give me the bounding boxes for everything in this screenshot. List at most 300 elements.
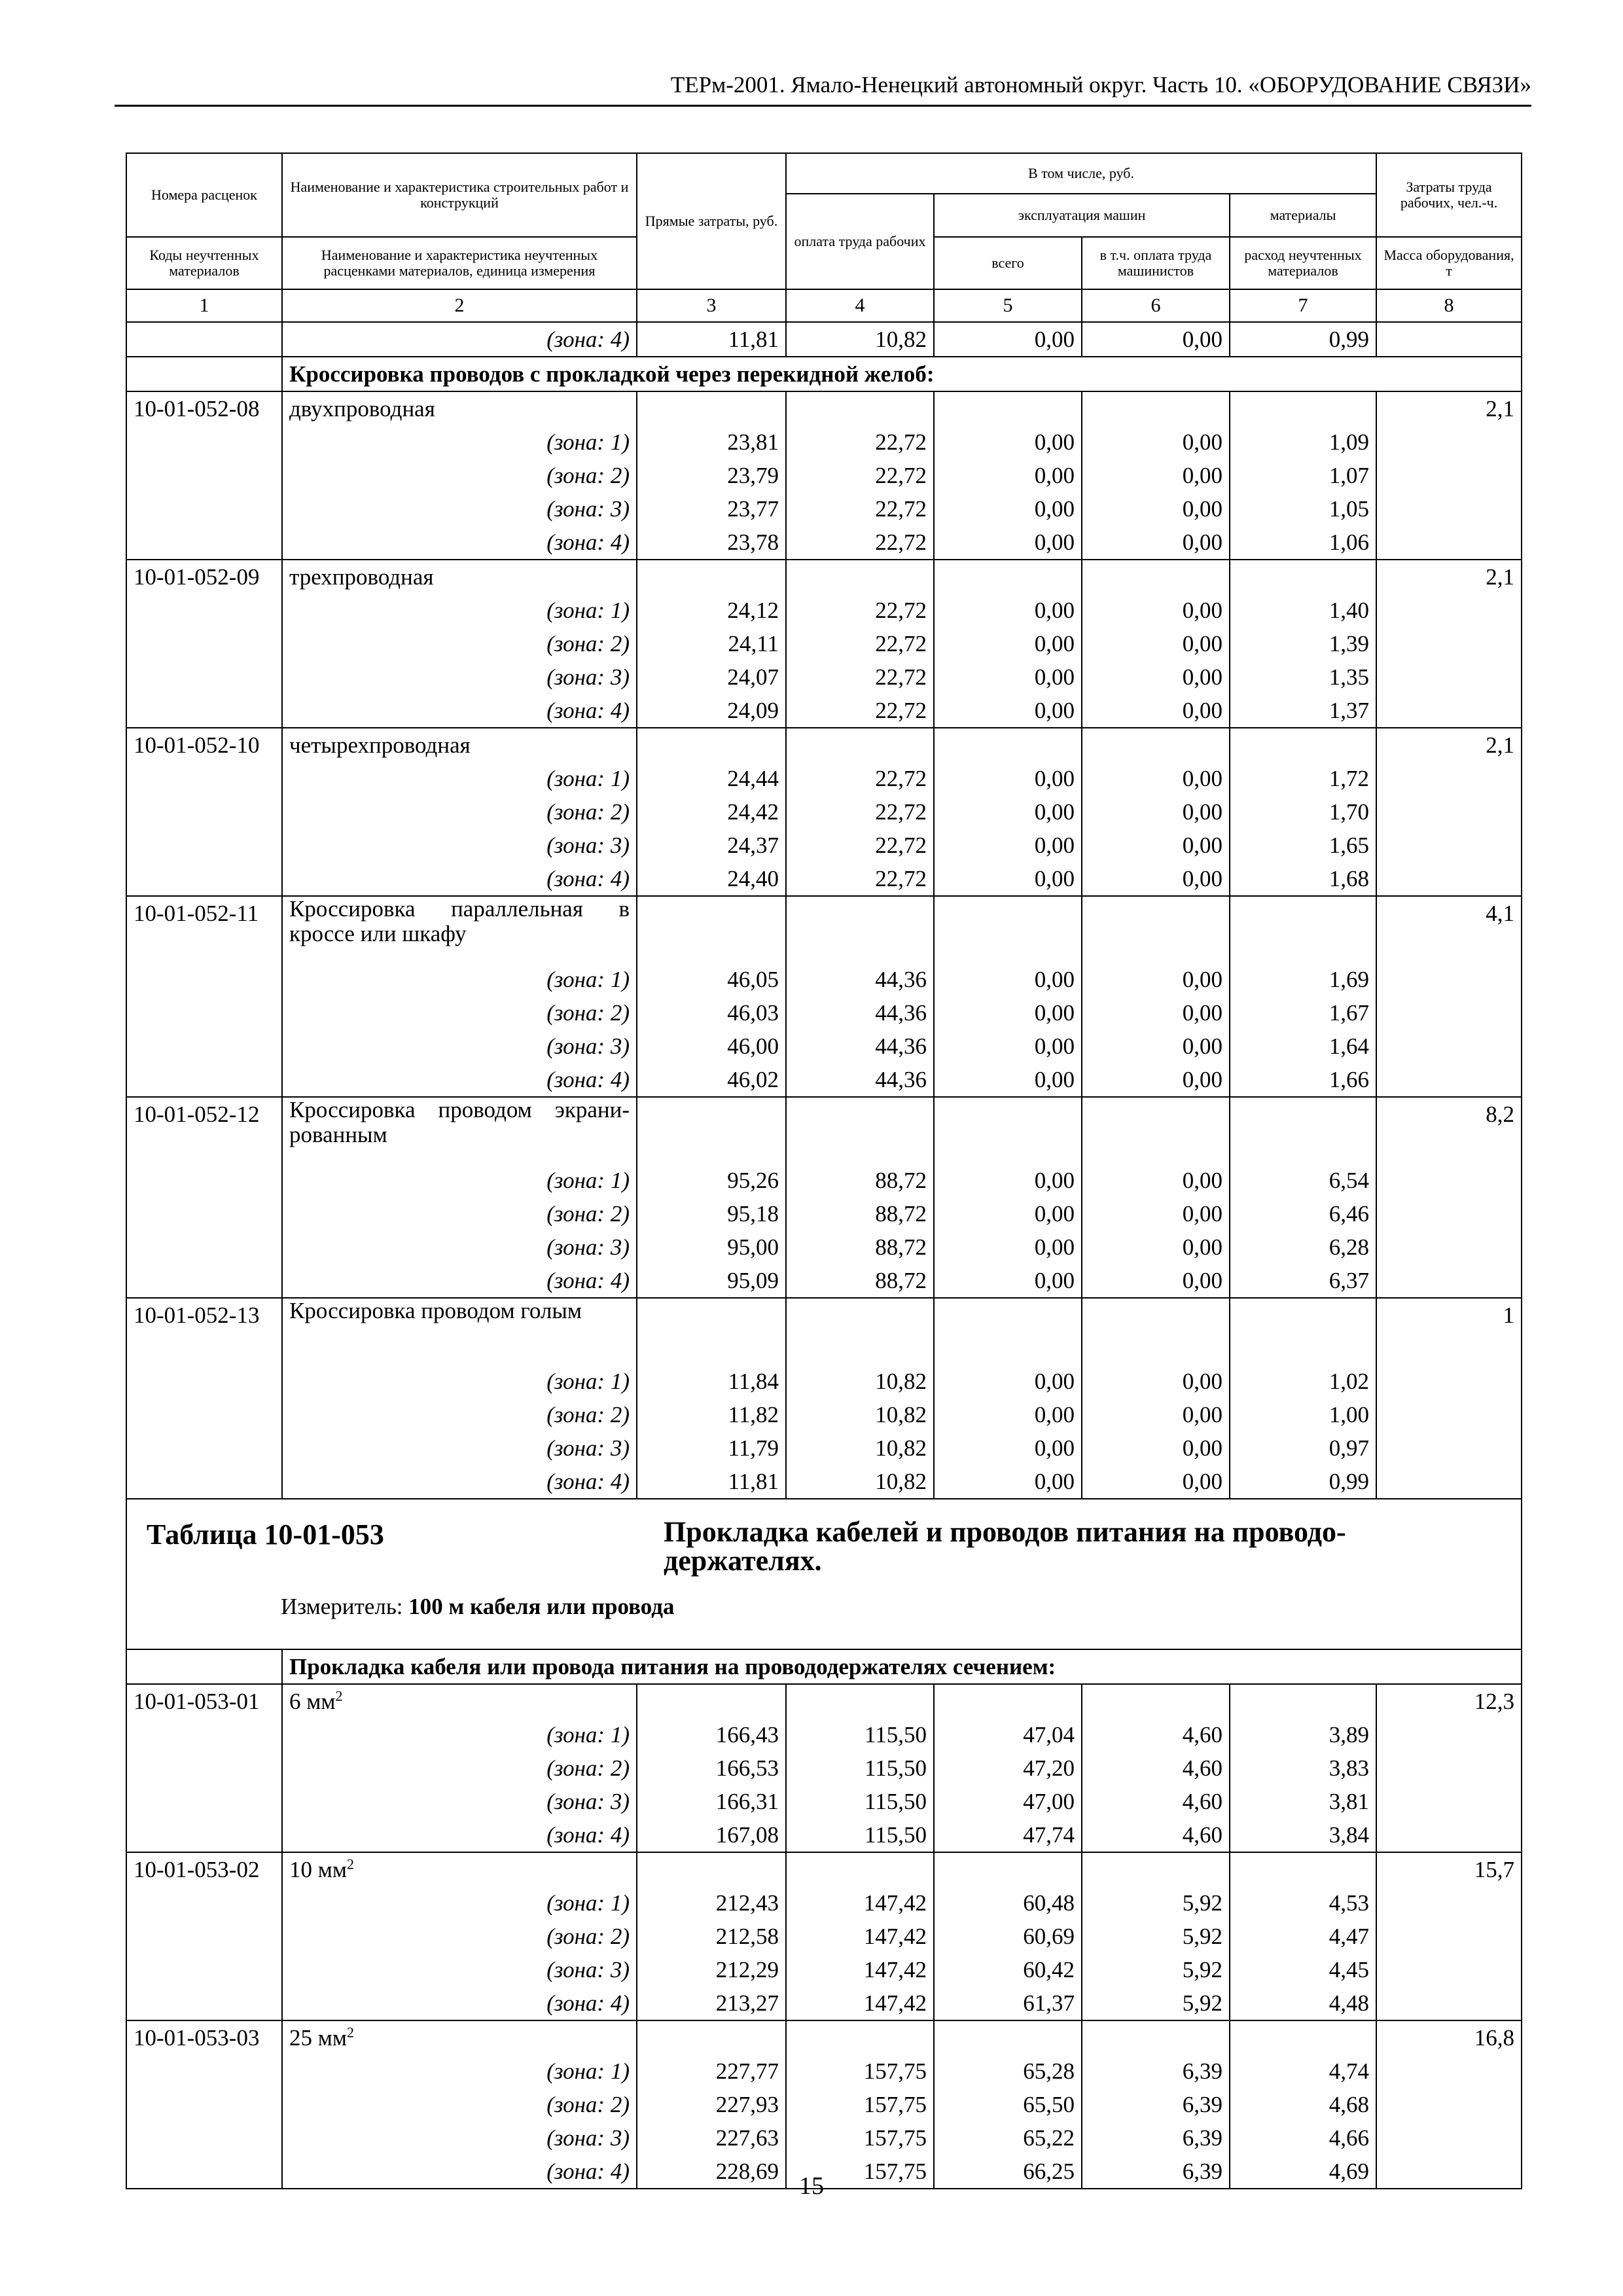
empty-cell: [786, 728, 934, 762]
empty-cell: [126, 594, 282, 627]
machines-wages: 0,00: [1082, 795, 1230, 829]
rate-code: 10-01-052-09: [126, 560, 282, 594]
empty-cell: [637, 2020, 786, 2054]
materials: 1,39: [1230, 627, 1376, 660]
wages: 88,72: [786, 1164, 934, 1197]
zone-label: (зона: 1): [282, 1886, 637, 1920]
empty-cell: [126, 1751, 282, 1785]
machines-wages: 0,00: [1082, 963, 1230, 996]
rate-row: [126, 896, 1522, 963]
machines-total: 65,22: [934, 2121, 1082, 2155]
empty-cell: [637, 1097, 786, 1164]
zone-row: [126, 492, 1522, 526]
empty-cell: [934, 391, 1082, 425]
rate-name-text: четырехпроводная: [289, 732, 471, 758]
rate-row: [126, 1298, 1522, 1365]
wages: 22,72: [786, 694, 934, 728]
materials: 3,81: [1230, 1785, 1376, 1818]
empty-cell: [1230, 1298, 1376, 1365]
empty-cell: [934, 896, 1082, 963]
wages: 157,75: [786, 2088, 934, 2121]
direct-cost: 228,69: [637, 2155, 786, 2189]
empty-cell: [126, 1264, 282, 1298]
wages: 115,50: [786, 1718, 934, 1751]
empty-cell: [1230, 2020, 1376, 2054]
machines-total: 66,25: [934, 2155, 1082, 2189]
empty-cell: [786, 560, 934, 594]
wages: 10,82: [786, 1465, 934, 1499]
materials: 0,99: [1230, 322, 1376, 357]
empty-cell: [1376, 1718, 1522, 1751]
zone-label: (зона: 4): [282, 526, 637, 560]
wages: 115,50: [786, 1785, 934, 1818]
empty-cell: [1376, 660, 1522, 694]
machines-wages: 5,92: [1082, 1920, 1230, 1953]
materials: 4,48: [1230, 1986, 1376, 2020]
empty-cell: [1376, 694, 1522, 728]
rate-code: 10-01-053-03: [126, 2020, 282, 2054]
direct-cost: 46,02: [637, 1063, 786, 1097]
zone-row: [126, 2121, 1522, 2155]
wages: 22,72: [786, 795, 934, 829]
machines-total: 65,50: [934, 2088, 1082, 2121]
empty-cell: [126, 1818, 282, 1852]
empty-cell: [1376, 1431, 1522, 1465]
materials: 1,65: [1230, 829, 1376, 862]
rate-name: [282, 728, 637, 762]
th-work-name: Наименование и характеристика строительных работ и конструкций: [282, 153, 637, 237]
machines-total: 61,37: [934, 1986, 1082, 2020]
machines-total: 0,00: [934, 627, 1082, 660]
labor-cost: 12,3: [1376, 1684, 1522, 1718]
machines-wages: 0,00: [1082, 694, 1230, 728]
rate-row: [126, 560, 1522, 594]
empty-cell: [1376, 2054, 1522, 2088]
labor-cost: 2,1: [1376, 560, 1522, 594]
materials: 1,07: [1230, 459, 1376, 492]
empty-cell: [1376, 425, 1522, 459]
meter-value: 100 м кабеля или провода: [408, 1594, 675, 1619]
machines-wages: 0,00: [1082, 1365, 1230, 1398]
machines-total: 0,00: [934, 1431, 1082, 1465]
machines-total: 0,00: [934, 526, 1082, 560]
direct-cost: 24,40: [637, 862, 786, 896]
zone-row: [126, 1230, 1522, 1264]
machines-total: 47,00: [934, 1785, 1082, 1818]
col-number: 2: [282, 289, 637, 322]
materials: 1,64: [1230, 1030, 1376, 1063]
wages: 22,72: [786, 492, 934, 526]
materials: 4,45: [1230, 1953, 1376, 1986]
empty-cell: [1230, 560, 1376, 594]
rate-name: [282, 1684, 637, 1718]
direct-cost: 11,84: [637, 1365, 786, 1398]
zone-label: (зона: 2): [282, 627, 637, 660]
wages: 22,72: [786, 594, 934, 627]
empty-cell: [126, 1465, 282, 1499]
machines-wages: 0,00: [1082, 1465, 1230, 1499]
zone-row: [126, 1751, 1522, 1785]
zone-row: [126, 1164, 1522, 1197]
machines-total: 0,00: [934, 459, 1082, 492]
col-number: 4: [786, 289, 934, 322]
zone-row: [126, 762, 1522, 795]
empty-cell: [1376, 2088, 1522, 2121]
empty-cell: [1376, 996, 1522, 1030]
empty-cell: [126, 1785, 282, 1818]
materials: 4,68: [1230, 2088, 1376, 2121]
zone-row: [126, 829, 1522, 862]
empty-cell: [1376, 1164, 1522, 1197]
direct-cost: 23,79: [637, 459, 786, 492]
unit-superscript: 2: [347, 1856, 355, 1873]
zone-row: [126, 1818, 1522, 1852]
rate-name-text: Кроссировка проводом экрани-рованным: [289, 1097, 630, 1147]
labor-cost: 1: [1376, 1298, 1522, 1365]
zone-label: (зона: 2): [282, 1751, 637, 1785]
empty-cell: [1376, 1365, 1522, 1398]
wages: 147,42: [786, 1920, 934, 1953]
machines-wages: 0,00: [1082, 862, 1230, 896]
direct-cost: 212,29: [637, 1953, 786, 1986]
machines-total: 47,04: [934, 1718, 1082, 1751]
rate-code: 10-01-053-01: [126, 1684, 282, 1718]
empty-cell: [126, 492, 282, 526]
wages: 22,72: [786, 627, 934, 660]
zone-row: [126, 425, 1522, 459]
machines-wages: 4,60: [1082, 1718, 1230, 1751]
empty-cell: [1376, 1751, 1522, 1785]
zone-row: [126, 1431, 1522, 1465]
materials: 4,69: [1230, 2155, 1376, 2189]
labor-cost: 2,1: [1376, 728, 1522, 762]
direct-cost: 23,81: [637, 425, 786, 459]
machines-wages: 6,39: [1082, 2121, 1230, 2155]
th-labor: Затраты труда рабочих, чел.-ч.: [1376, 153, 1522, 237]
machines-wages: 0,00: [1082, 322, 1230, 357]
section-title: Прокладка кабеля или провода питания на провододержателях сечением:: [282, 1649, 1522, 1684]
materials: 1,02: [1230, 1365, 1376, 1398]
empty-cell: [126, 795, 282, 829]
direct-cost: 24,11: [637, 627, 786, 660]
empty-cell: [126, 862, 282, 896]
machines-wages: 4,60: [1082, 1785, 1230, 1818]
zone-row: [126, 1785, 1522, 1818]
rate-name-text: 6 мм: [289, 1689, 336, 1714]
direct-cost: 227,77: [637, 2054, 786, 2088]
empty-cell: [1376, 526, 1522, 560]
labor-cost: 8,2: [1376, 1097, 1522, 1164]
materials: 6,54: [1230, 1164, 1376, 1197]
zone-label: (зона: 3): [282, 2121, 637, 2155]
empty-cell: [786, 391, 934, 425]
materials: 1,05: [1230, 492, 1376, 526]
materials: 6,46: [1230, 1197, 1376, 1230]
empty-cell: [1230, 1852, 1376, 1886]
direct-cost: 95,26: [637, 1164, 786, 1197]
zone-row: [126, 694, 1522, 728]
empty-cell: [786, 1298, 934, 1365]
empty-cell: [1376, 1986, 1522, 2020]
materials: 3,89: [1230, 1718, 1376, 1751]
wages: 10,82: [786, 1431, 934, 1465]
empty-cell: [934, 1298, 1082, 1365]
wages: 44,36: [786, 963, 934, 996]
wages: 22,72: [786, 862, 934, 896]
running-header: ТЕРм-2001. Ямало-Ненецкий автономный округ. Часть 10. «ОБОРУДОВАНИЕ СВЯЗИ»: [670, 72, 1531, 98]
machines-wages: 0,00: [1082, 1264, 1230, 1298]
empty-cell: [126, 1920, 282, 1953]
empty-cell: [126, 1986, 282, 2020]
direct-cost: 212,58: [637, 1920, 786, 1953]
zone-label: (зона: 2): [282, 996, 637, 1030]
zone-label: (зона: 4): [282, 1264, 637, 1298]
rate-name: [282, 1298, 637, 1365]
empty-cell: [1230, 391, 1376, 425]
machines-total: 65,28: [934, 2054, 1082, 2088]
machines-wages: 0,00: [1082, 627, 1230, 660]
rate-code: 10-01-052-12: [126, 1097, 282, 1164]
rate-name-text: Кроссировка параллельная в кроссе или шкафу: [289, 896, 630, 946]
empty-cell: [637, 391, 786, 425]
zone-label: (зона: 4): [282, 694, 637, 728]
materials: 1,37: [1230, 694, 1376, 728]
rate-name: [282, 560, 637, 594]
machines-total: 0,00: [934, 1398, 1082, 1431]
direct-cost: 11,81: [637, 322, 786, 357]
zone-label: (зона: 1): [282, 1164, 637, 1197]
direct-cost: 24,42: [637, 795, 786, 829]
materials: 1,35: [1230, 660, 1376, 694]
table-body-2: [126, 1684, 1522, 2189]
empty-cell: [1082, 896, 1230, 963]
direct-cost: 227,63: [637, 2121, 786, 2155]
rate-row: [126, 1684, 1522, 1718]
machines-total: 0,00: [934, 1264, 1082, 1298]
labor-cost: 15,7: [1376, 1852, 1522, 1886]
zone-row: [126, 2054, 1522, 2088]
zone-label: (зона: 1): [282, 963, 637, 996]
empty-cell: [934, 2020, 1082, 2054]
machines-total: 0,00: [934, 1063, 1082, 1097]
machines-total: 0,00: [934, 1197, 1082, 1230]
table-2-heading: [126, 1499, 1522, 1684]
col-number: 8: [1376, 289, 1522, 322]
empty-cell: [1376, 1953, 1522, 1986]
empty-cell: [126, 1063, 282, 1097]
empty-cell: [1082, 560, 1230, 594]
zone-row: [126, 1030, 1522, 1063]
zone-row: [126, 1398, 1522, 1431]
rate-name: [282, 1852, 637, 1886]
direct-cost: 166,53: [637, 1751, 786, 1785]
empty-cell: [1376, 1818, 1522, 1852]
zone-row: [126, 594, 1522, 627]
direct-cost: 23,78: [637, 526, 786, 560]
empty-cell: [1082, 391, 1230, 425]
rate-name: [282, 896, 637, 963]
materials: 6,37: [1230, 1264, 1376, 1298]
materials: 1,66: [1230, 1063, 1376, 1097]
table-title: Прокладка кабелей и проводов питания на проводо-держателях.: [664, 1516, 1346, 1577]
empty-cell: [637, 1684, 786, 1718]
empty-cell: [126, 1431, 282, 1465]
materials: 4,53: [1230, 1886, 1376, 1920]
machines-total: 0,00: [934, 1365, 1082, 1398]
section-title: Кроссировка проводов с прокладкой через перекидной желоб:: [282, 357, 1522, 391]
rate-name: [282, 391, 637, 425]
machines-total: 60,42: [934, 1953, 1082, 1986]
machines-total: 47,20: [934, 1751, 1082, 1785]
empty-cell: [126, 526, 282, 560]
empty-cell: [1376, 762, 1522, 795]
table-body: [126, 322, 1522, 1499]
zone-label: (зона: 1): [282, 1365, 637, 1398]
rate-name-text: 10 мм: [289, 1857, 348, 1882]
materials: 1,67: [1230, 996, 1376, 1030]
machines-wages: 0,00: [1082, 1197, 1230, 1230]
th-material-names: Наименование и характеристика неучтенных расценками материалов, единица измерения: [282, 237, 637, 289]
zone-label: (зона: 4): [282, 1063, 637, 1097]
zone-label: (зона: 3): [282, 829, 637, 862]
wages: 10,82: [786, 1398, 934, 1431]
wages: 22,72: [786, 660, 934, 694]
wages: 88,72: [786, 1197, 934, 1230]
unit-superscript: 2: [335, 1687, 343, 1704]
empty-cell: [126, 1164, 282, 1197]
machines-wages: 0,00: [1082, 594, 1230, 627]
machines-wages: 5,92: [1082, 1986, 1230, 2020]
meter-label: Измеритель:: [281, 1594, 403, 1619]
materials: 1,09: [1230, 425, 1376, 459]
materials: 4,74: [1230, 2054, 1376, 2088]
zone-row: [126, 1718, 1522, 1751]
wages: 44,36: [786, 1063, 934, 1097]
rate-row: [126, 1852, 1522, 1886]
empty-cell: [126, 425, 282, 459]
machines-wages: 0,00: [1082, 526, 1230, 560]
rate-code: 10-01-052-13: [126, 1298, 282, 1365]
empty-cell: [1082, 1298, 1230, 1365]
rate-row: [126, 728, 1522, 762]
empty-cell: [126, 762, 282, 795]
empty-cell: [1376, 1398, 1522, 1431]
th-machines: эксплуатация машин: [934, 194, 1230, 237]
machines-total: 60,48: [934, 1886, 1082, 1920]
machines-wages: 6,39: [1082, 2088, 1230, 2121]
th-direct-costs: Прямые затраты, руб.: [637, 153, 786, 289]
empty-cell: [126, 1030, 282, 1063]
materials: 0,97: [1230, 1431, 1376, 1465]
wages: 147,42: [786, 1886, 934, 1920]
zone-label: (зона: 1): [282, 594, 637, 627]
zone-row: [126, 1264, 1522, 1298]
empty-cell: [1376, 1785, 1522, 1818]
rate-name: [282, 1097, 637, 1164]
empty-cell: [1376, 795, 1522, 829]
th-mass: Масса оборудования, т: [1376, 237, 1522, 289]
machines-wages: 0,00: [1082, 1398, 1230, 1431]
machines-wages: 0,00: [1082, 1230, 1230, 1264]
empty-cell: [126, 459, 282, 492]
materials: 1,40: [1230, 594, 1376, 627]
empty-cell: [1376, 1920, 1522, 1953]
empty-cell: [786, 2020, 934, 2054]
machines-total: 0,00: [934, 694, 1082, 728]
zone-row: [126, 1197, 1522, 1230]
direct-cost: 11,82: [637, 1398, 786, 1431]
rate-row: [126, 1097, 1522, 1164]
col-number: 1: [126, 289, 282, 322]
wages: 115,50: [786, 1818, 934, 1852]
zone-row: [126, 1465, 1522, 1499]
empty-cell: [1082, 728, 1230, 762]
th-machines-total: всего: [934, 237, 1082, 289]
zone-label: (зона: 4): [282, 1465, 637, 1499]
machines-wages: 0,00: [1082, 1164, 1230, 1197]
rate-name-text: трехпроводная: [289, 564, 434, 590]
zone-label: (зона: 4): [282, 2155, 637, 2189]
price-table: [126, 152, 1522, 2189]
machines-total: 0,00: [934, 795, 1082, 829]
machines-wages: 5,92: [1082, 1886, 1230, 1920]
rate-row: [126, 391, 1522, 425]
zone-row: [126, 862, 1522, 896]
zone-row: [126, 660, 1522, 694]
wages: 22,72: [786, 829, 934, 862]
zone-label: (зона: 3): [282, 660, 637, 694]
wages: 10,82: [786, 1365, 934, 1398]
empty-cell: [1376, 594, 1522, 627]
wages: 22,72: [786, 459, 934, 492]
rate-code: 10-01-052-11: [126, 896, 282, 963]
empty-cell: [126, 996, 282, 1030]
zone-row: [126, 963, 1522, 996]
empty-cell: [637, 1298, 786, 1365]
zone-label: (зона: 3): [282, 1785, 637, 1818]
empty-cell: [637, 560, 786, 594]
empty-cell: [126, 1365, 282, 1398]
machines-wages: 0,00: [1082, 996, 1230, 1030]
col-number: 6: [1082, 289, 1230, 322]
zone-label: (зона: 3): [282, 1030, 637, 1063]
wages: 157,75: [786, 2054, 934, 2088]
machines-wages: 0,00: [1082, 762, 1230, 795]
materials: 1,00: [1230, 1398, 1376, 1431]
meter-line: [281, 1590, 1514, 1623]
direct-cost: 213,27: [637, 1986, 786, 2020]
empty-cell: [1376, 492, 1522, 526]
zone-row: [126, 795, 1522, 829]
direct-cost: 11,81: [637, 1465, 786, 1499]
th-rate-numbers: Номера расценок: [126, 153, 282, 237]
machines-total: 0,00: [934, 1030, 1082, 1063]
machines-total: 0,00: [934, 492, 1082, 526]
empty-cell: [126, 660, 282, 694]
empty-cell: [126, 1886, 282, 1920]
rate-row: [126, 2020, 1522, 2054]
materials: 4,47: [1230, 1920, 1376, 1953]
machines-total: 60,69: [934, 1920, 1082, 1953]
zone-row: [126, 1365, 1522, 1398]
materials: 0,99: [1230, 1465, 1376, 1499]
empty-cell: [1376, 459, 1522, 492]
th-in-total: В том числе, руб.: [786, 153, 1376, 194]
zone-label: (зона: 2): [282, 2088, 637, 2121]
wages: 115,50: [786, 1751, 934, 1785]
zone-row: [126, 996, 1522, 1030]
zone-label: (зона: 1): [282, 762, 637, 795]
